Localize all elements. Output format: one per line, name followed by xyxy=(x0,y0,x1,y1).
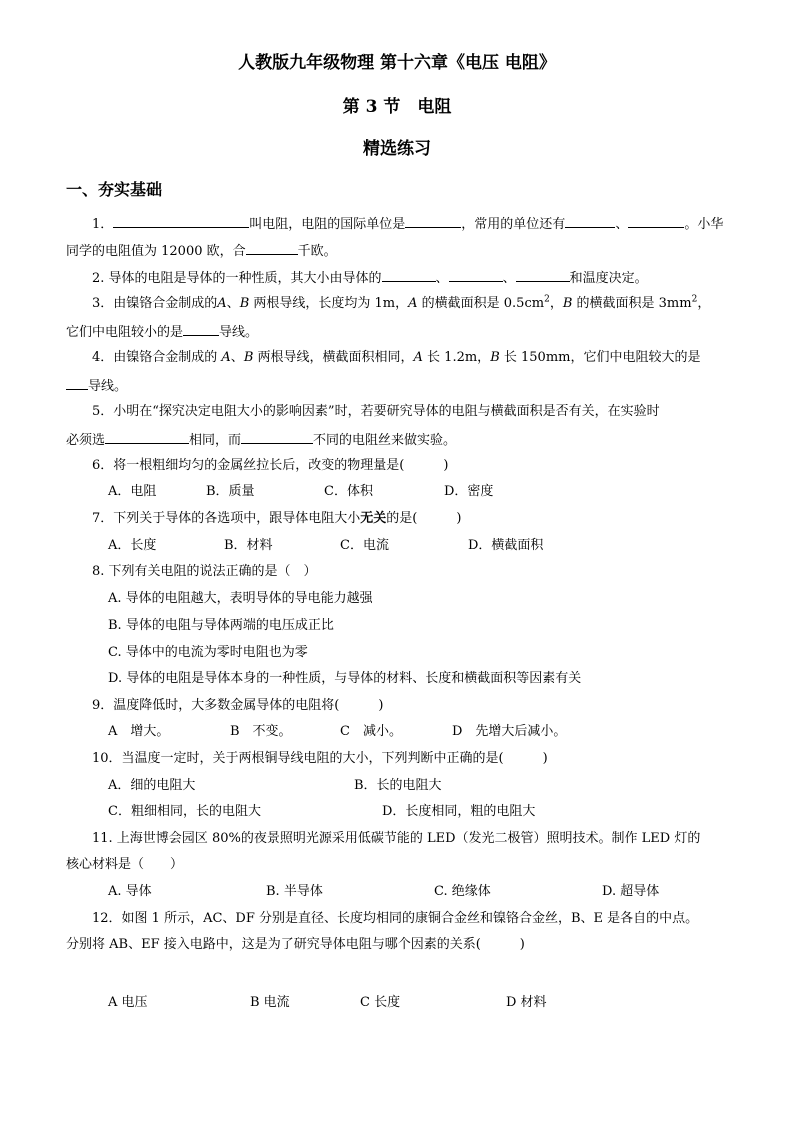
q4-text-c: 长 1.2m， xyxy=(422,350,491,365)
subtitle: 精选练习 xyxy=(363,139,431,159)
q5-blank-2[interactable] xyxy=(241,430,313,444)
q12-option-b[interactable]: B 电流 xyxy=(250,995,290,1010)
q3-line2-end: 导线。 xyxy=(219,325,259,340)
q12-option-c[interactable]: C 长度 xyxy=(360,995,401,1010)
question-8: 8. 下列有关电阻的说法正确的是（ ） xyxy=(92,564,317,579)
question-2 xyxy=(92,268,648,288)
q2-sep-1: 、 xyxy=(435,271,449,286)
question-7 xyxy=(92,510,461,528)
q3-blank[interactable] xyxy=(183,322,219,336)
q3-text-a: 3．由镍铬合金制成的 xyxy=(92,296,218,311)
q10-option-c[interactable]: C．粗细相同，长的电阻大 xyxy=(108,804,261,819)
q11-option-d[interactable]: D. 超导体 xyxy=(602,884,660,899)
q3-var-a-2: A xyxy=(408,296,418,311)
question-5-line-1: 5．小明在“探究决定电阻大小的影响因素”时，若要研究导体的电阻与横截面积是否有关，在实验时 xyxy=(92,404,660,419)
q3-text-f: ， xyxy=(697,296,711,311)
q1-blank-2[interactable] xyxy=(405,214,461,228)
q2-blank-2[interactable] xyxy=(449,268,503,282)
q10-option-b[interactable]: B．长的电阻大 xyxy=(354,778,442,793)
q5-text-c: 不同的电阻丝来做实验。 xyxy=(313,433,457,448)
question-3-line-1 xyxy=(92,295,710,313)
q1-line2-text: 同学的电阻值为 12000 欧，合 xyxy=(66,244,246,259)
question-10: 10．当温度一定时，关于两根铜导线电阻的大小，下列判断中正确的是( ) xyxy=(92,751,548,766)
q3-text-e: 的横截面积是 3mm xyxy=(572,296,692,311)
q7-text-a: 7．下列关于导体的各选项中，跟导体电阻大小 xyxy=(92,511,361,526)
q2-text: 2. 导体的电阻是导体的一种性质，其大小由导体的 xyxy=(92,271,382,286)
q9-option-d[interactable]: D 先增大后减小。 xyxy=(452,724,567,739)
question-11-line-1: 11. 上海世博会园区 80%的夜景照明光源采用低碳节能的 LED（发光二极管）照明技术。制作 LED 灯的 xyxy=(92,831,701,846)
question-4-line-2 xyxy=(66,376,127,396)
q10-option-d[interactable]: D．长度相同，粗的电阻大 xyxy=(382,804,536,819)
question-5-line-2 xyxy=(66,430,456,450)
q2-blank-3[interactable] xyxy=(516,268,570,282)
q1-line2-end: 千欧。 xyxy=(297,244,337,259)
q7-text-c: 的是( ) xyxy=(386,511,462,526)
q1-blank-1[interactable] xyxy=(113,214,249,228)
q7-option-a[interactable]: A．长度 xyxy=(108,538,157,553)
q4-blank[interactable] xyxy=(66,376,88,390)
q7-option-d[interactable]: D．横截面积 xyxy=(468,538,544,553)
q3-var-b: B xyxy=(239,296,250,311)
page-title: 人教版九年级物理 第十六章《电压 电阻》 xyxy=(238,53,556,73)
q10-option-a[interactable]: A．细的电阻大 xyxy=(108,778,196,793)
question-6: 6．将一根粗细均匀的金属丝拉长后，改变的物理量是( ) xyxy=(92,458,449,473)
q6-option-d[interactable]: D．密度 xyxy=(444,484,494,499)
q9-option-b[interactable]: B 不变。 xyxy=(230,724,292,739)
question-3-line-2 xyxy=(66,322,258,342)
q2-sep-2: 、 xyxy=(502,271,516,286)
q1-text-2: ，常用的单位还有 xyxy=(461,217,566,232)
q5-blank-1[interactable] xyxy=(105,430,189,444)
q4-text-b: 两根导线，横截面积相同， xyxy=(253,350,414,365)
question-1-line-1 xyxy=(92,214,723,234)
q6-option-c[interactable]: C．体积 xyxy=(324,484,373,499)
q3-sup-2: 2 xyxy=(691,294,698,305)
q1-blank-3[interactable] xyxy=(565,214,615,228)
question-4-line-1 xyxy=(92,349,700,367)
question-1-line-2 xyxy=(66,241,337,261)
q7-option-c[interactable]: C．电流 xyxy=(340,538,389,553)
q7-option-b[interactable]: B．材料 xyxy=(224,538,273,553)
q8-option-a[interactable]: A. 导体的电阻越大，表明导体的导电能力越强 xyxy=(108,591,373,606)
q4-text-a: 4．由镍铬合金制成的 xyxy=(92,350,222,365)
question-12-line-1: 12．如图 1 所示，AC、DF 分别是直径、长度均相同的康铜合金丝和镍铬合金丝，B、E 是各自的中点。 xyxy=(92,911,699,926)
q4-comma: 、 xyxy=(230,350,244,365)
q11-option-c[interactable]: C. 绝缘体 xyxy=(434,884,491,899)
q2-end: 和温度决定。 xyxy=(569,271,648,286)
q6-option-b[interactable]: B．质量 xyxy=(206,484,255,499)
q4-var-b: B xyxy=(243,350,254,365)
q3-text-b: 两根导线，长度均为 1m， xyxy=(249,296,409,311)
q5-text-a: 必须选 xyxy=(66,433,106,448)
q2-blank-1[interactable] xyxy=(382,268,436,282)
q3-line2-text: 它们中电阻较小的是 xyxy=(66,325,184,340)
q3-sup-1: 2 xyxy=(544,294,550,305)
question-12-line-2: 分别将 AB、EF 接入电路中，这是为了研究导体电阻与哪个因素的关系( ) xyxy=(66,937,525,952)
section-title: 第 3 节 电阻 xyxy=(342,97,452,117)
q3-text-c: 的横截面积是 0.5cm xyxy=(417,296,545,311)
q12-option-a[interactable]: A 电压 xyxy=(108,995,148,1010)
question-9: 9．温度降低时，大多数金属导体的电阻将( ) xyxy=(92,698,384,713)
q4-line2-end: 导线。 xyxy=(88,379,128,394)
q6-option-a[interactable]: A．电阻 xyxy=(108,484,157,499)
q1-text-1: 叫电阻，电阻的国际单位是 xyxy=(249,217,406,232)
question-11-line-2: 核心材料是（ ） xyxy=(66,857,184,872)
q3-text-d: ， xyxy=(549,296,563,311)
q9-option-a[interactable]: A 增大。 xyxy=(108,724,170,739)
q7-emphasis: 无关 xyxy=(360,511,387,526)
q1-number: 1． xyxy=(92,217,114,232)
q1-blank-4[interactable] xyxy=(628,214,684,228)
q3-var-a: A xyxy=(217,296,227,311)
q4-var-a: A xyxy=(221,350,231,365)
q4-var-a-2: A xyxy=(413,350,423,365)
q8-option-d[interactable]: D. 导体的电阻是导体本身的一种性质，与导体的材料、长度和横截面积等因素有关 xyxy=(108,671,582,686)
q11-option-b[interactable]: B. 半导体 xyxy=(266,884,323,899)
q3-comma: 、 xyxy=(226,296,240,311)
part-heading: 一、夯实基础 xyxy=(66,180,163,199)
q3-var-b-2: B xyxy=(562,296,573,311)
q12-option-d[interactable]: D 材料 xyxy=(506,995,547,1010)
q5-text-b: 相同，而 xyxy=(189,433,242,448)
q1-text-3: 、 xyxy=(615,217,629,232)
q8-option-c[interactable]: C. 导体中的电流为零时电阻也为零 xyxy=(108,645,308,660)
q4-text-d: 长 150mm，它们中电阻较大的是 xyxy=(499,350,701,365)
q1-blank-5[interactable] xyxy=(246,241,298,255)
q11-option-a[interactable]: A. 导体 xyxy=(108,884,152,899)
q1-text-4: 。小华 xyxy=(684,217,724,232)
q4-var-b-2: B xyxy=(490,350,500,365)
q8-option-b[interactable]: B. 导体的电阻与导体两端的电压成正比 xyxy=(108,618,334,633)
q9-option-c[interactable]: C 减小。 xyxy=(340,724,402,739)
